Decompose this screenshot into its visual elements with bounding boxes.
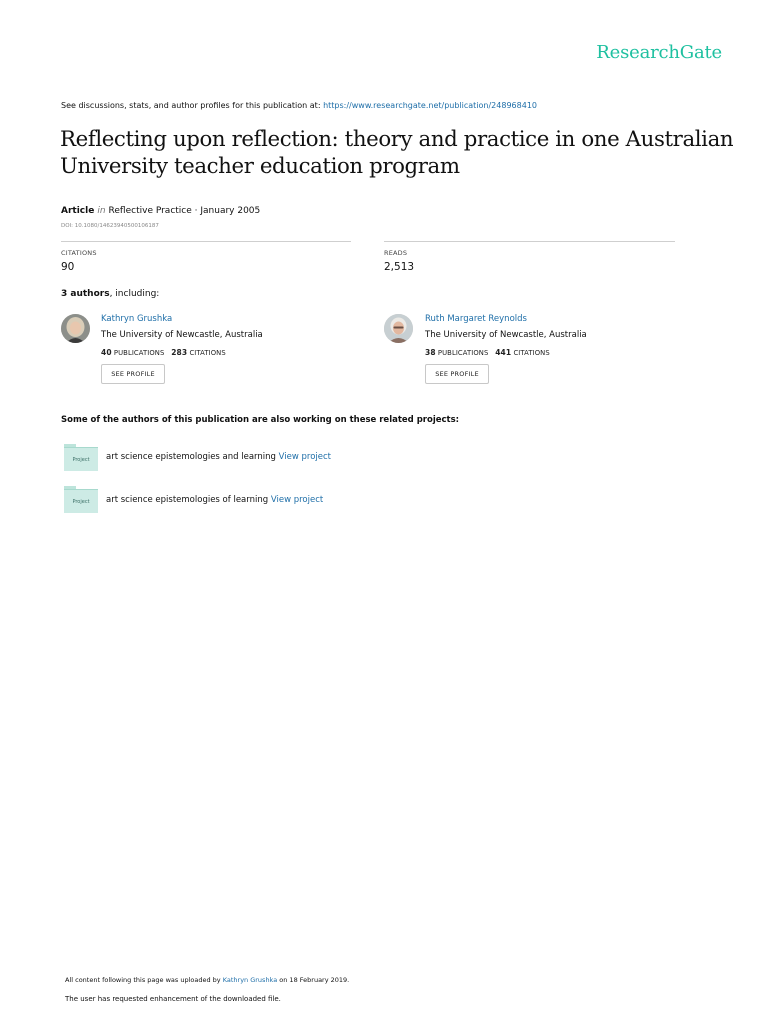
view-project-link[interactable]: View project xyxy=(270,495,324,505)
author-name-link[interactable]: Ruth Margaret Reynolds xyxy=(425,314,527,324)
journal-date: Reflective Practice · January 2005 xyxy=(108,206,261,216)
uploader-link[interactable]: Kathryn Grushka xyxy=(222,976,278,984)
author-citations-label: CITATIONS xyxy=(189,349,226,357)
reads-value: 2,513 xyxy=(384,261,415,273)
author-institution: The University of Newcastle, Australia xyxy=(101,330,263,340)
reads-divider xyxy=(384,241,675,242)
author-citations-count: 283 xyxy=(171,348,188,357)
authors-heading xyxy=(61,289,159,299)
see-profile-button[interactable]: SEE PROFILE xyxy=(101,364,165,384)
avatar[interactable] xyxy=(61,314,90,343)
project-folder-icon[interactable] xyxy=(64,486,98,512)
publication-meta xyxy=(61,206,260,216)
view-project-link[interactable]: View project xyxy=(278,452,332,462)
author-publications-label: PUBLICATIONS xyxy=(437,349,489,357)
related-projects-heading: Some of the authors of this publication are also working on these related projects: xyxy=(61,415,460,425)
upload-suffix: on 18 February 2019. xyxy=(277,976,350,984)
author-publications-count: 40 xyxy=(101,348,112,357)
project-icon-label: Project xyxy=(64,489,98,513)
discussion-note xyxy=(61,101,537,110)
publication-type: Article xyxy=(61,206,95,216)
reads-label: READS xyxy=(384,249,408,257)
author-publications-count: 38 xyxy=(425,348,436,357)
author-name-link[interactable]: Kathryn Grushka xyxy=(101,314,173,324)
project-item xyxy=(106,495,323,505)
project-item xyxy=(106,452,331,462)
author-photo-icon xyxy=(61,314,90,343)
author-institution: The University of Newcastle, Australia xyxy=(425,330,587,340)
author-photo-icon xyxy=(384,314,413,343)
in-label: in xyxy=(97,206,106,216)
publication-url-link[interactable]: https://www.researchgate.net/publication/248968410 xyxy=(323,101,537,110)
project-title: art science epistemologies of learning xyxy=(106,495,271,505)
author-publications-label: PUBLICATIONS xyxy=(113,349,165,357)
author-citations-label: CITATIONS xyxy=(513,349,550,357)
authors-suffix: , including: xyxy=(109,289,160,299)
citations-value: 90 xyxy=(61,261,75,273)
citations-divider xyxy=(61,241,351,242)
author-stats xyxy=(101,348,226,357)
project-folder-icon[interactable] xyxy=(64,444,98,470)
enhancement-note: The user has requested enhancement of the downloaded file. xyxy=(65,995,281,1003)
authors-count: 3 authors xyxy=(61,289,110,299)
researchgate-logo[interactable]: ResearchGate xyxy=(596,42,722,63)
discussion-text: See discussions, stats, and author profiles for this publication at: xyxy=(61,101,324,110)
see-profile-button[interactable]: SEE PROFILE xyxy=(425,364,489,384)
citations-label: CITATIONS xyxy=(61,249,97,257)
author-citations-count: 441 xyxy=(495,348,512,357)
upload-note xyxy=(65,976,349,984)
avatar[interactable] xyxy=(384,314,413,343)
doi: DOI: 10.1080/14623940500106187 xyxy=(61,223,159,229)
publication-title: Reflecting upon reflection: theory and practice in one Australian University teacher education program xyxy=(60,127,734,179)
author-stats xyxy=(425,348,550,357)
project-icon-label: Project xyxy=(64,447,98,471)
upload-prefix: All content following this page was uploaded by xyxy=(65,976,223,984)
project-title: art science epistemologies and learning xyxy=(106,452,279,462)
